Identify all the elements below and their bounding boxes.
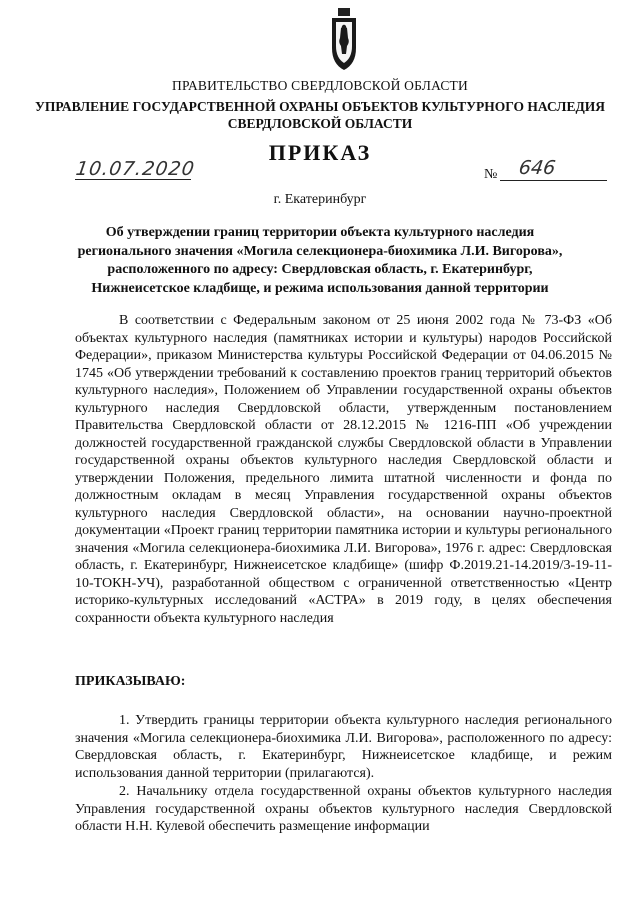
- city: г. Екатеринбург: [273, 192, 367, 207]
- number-label: №: [484, 167, 498, 182]
- preamble-paragraph: В соответствии с Федеральным законом от 25 июня 2002 года № 73-ФЗ «Об объектах культурного наследия (памятниках истории и культуры) народов Российской Федерации», приказом Министерства культуры Российской Федерации от 04.06.2015 № 1745 «Об утверждении требований к составлению проектов границ территорий объектов культурного наследия», Положением об Управлении государственной охраны объектов культурного наследия Свердловской области, утвержденным постановлением Правительства Свердловской области от 28.12.2015 № 1216-ПП «Об учреждении должностей государственной гражданской службы Свердловской области в Управлении государственной охраны объектов культурного наследия Свердловской области и утверждении Положения, предельного лимита штатной численности и фонда по должностным окладам в месяц Управления государственной охраны объектов культурного наследия Свердловской области», на основании научно-проектной документации «Проект границ территории памятника истории и культуры регионального значения «Могила селекционера-биохимика Л.И. Вигорова», 1976 г. адрес: Свердловская область, г. Екатеринбург, Нижнеисетское кладбище» (шифр Ф.2019.21-14.2019/3-19-11-10-ТОКН-УЧ), разработанной обществом с ограниченной ответственностью «Центр историко-культурных исследований «АСТРА» в 2019 году, в целях обеспечения сохранности объекта культурного наследия: [75, 313, 612, 626]
- order-item-2: 2. Начальнику отдела государственной охраны объектов культурного наследия Управления государственной охраны объектов культурного наследия Свердловской области Н.Н. Кулевой обеспечить размещение информации: [75, 784, 612, 834]
- coat-of-arms-icon: [326, 8, 362, 72]
- number-underline: [500, 179, 607, 181]
- department-name: [0, 98, 640, 132]
- government-name: ПРАВИТЕЛЬСТВО СВЕРДЛОВСКОЙ ОБЛАСТИ: [172, 78, 468, 93]
- department-line-1: УПРАВЛЕНИЕ ГОСУДАРСТВЕННОЙ ОХРАНЫ ОБЪЕКТОВ КУЛЬТУРНОГО НАСЛЕДИЯ: [34, 99, 606, 114]
- document-number: 646: [517, 157, 557, 179]
- document-subject: Об утверждении границ территории объекта культурного наследия регионального значения «Могила селекционера-биохимика Л.И. Вигорова», расположенного по адресу: Свердловская область, г. Екатеринбург, Нижнеисетское кладбище, и режима использования данной территории: [77, 225, 563, 296]
- department-line-2: СВЕРДЛОВСКОЙ ОБЛАСТИ: [227, 116, 413, 131]
- date-underline: [75, 178, 191, 180]
- document-date: 10.07.2020: [74, 158, 197, 180]
- document-type: ПРИКАЗ: [268, 140, 372, 165]
- order-heading: ПРИКАЗЫВАЮ:: [75, 674, 186, 689]
- order-item-1: 1. Утвердить границы территории объекта культурного наследия регионального значения «Могила селекционера-биохимика Л.И. Вигорова», расположенного по адресу: Свердловская область, г. Екатеринбург, Нижнеисетское кладбище, и режим использования данной территории (прилагаются).: [75, 713, 612, 781]
